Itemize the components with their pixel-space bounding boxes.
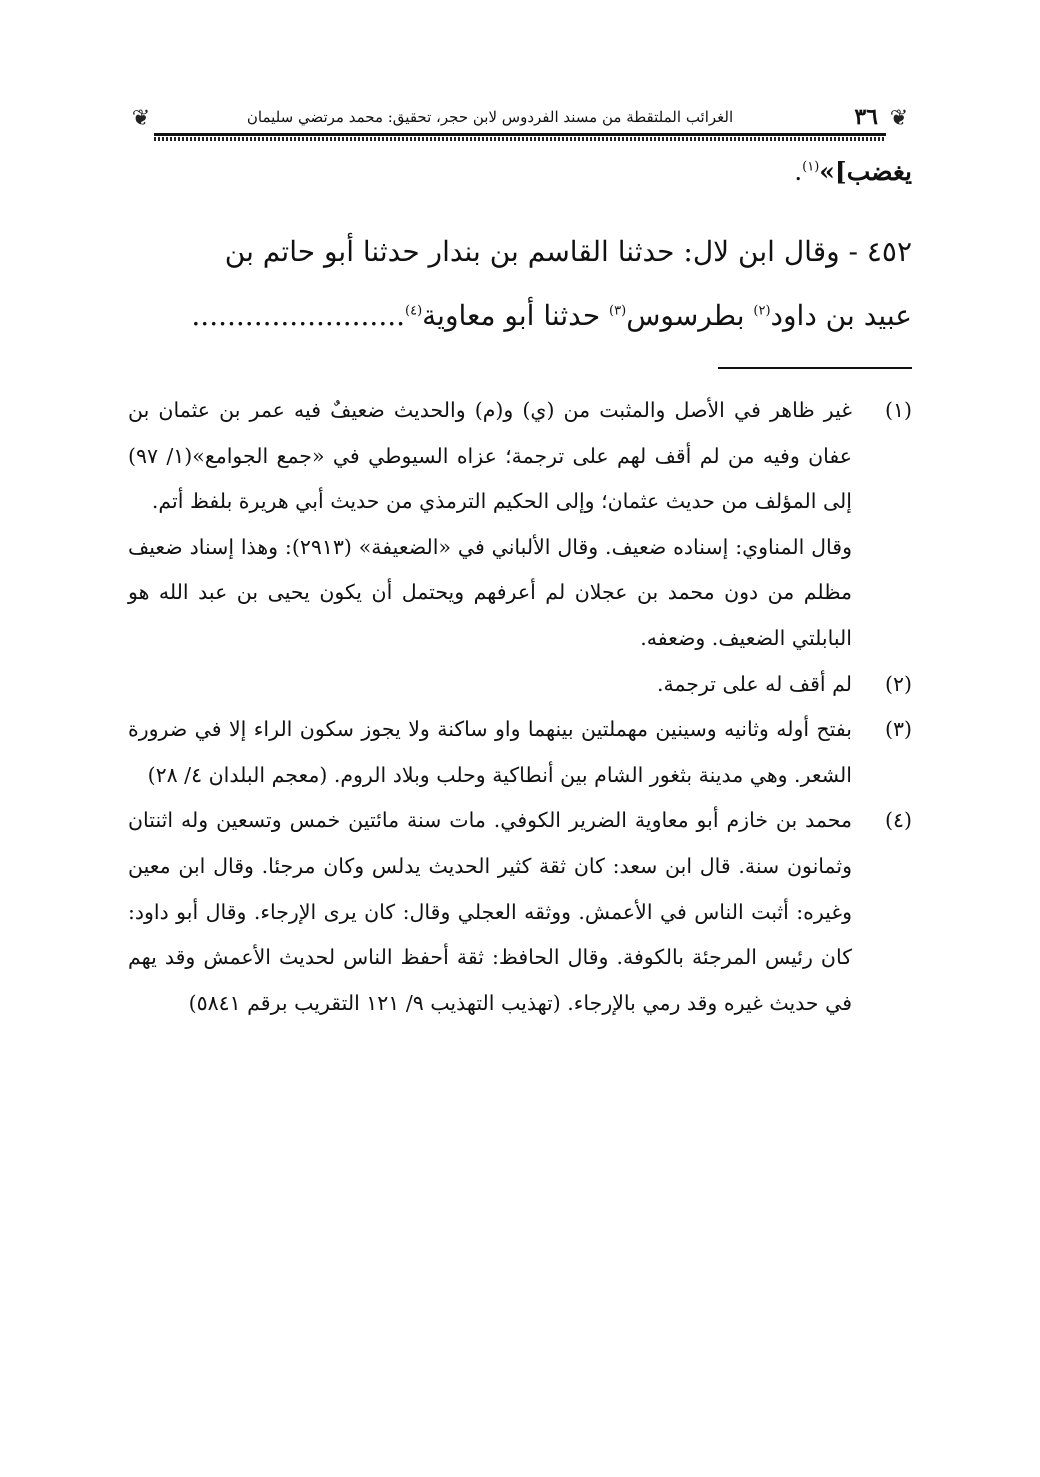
entry-line-1: ٤٥٢ - وقال ابن لال: حدثنا القاسم بن بندار حدثنا أبو حاتم بن [224,235,912,268]
continuation-end: . [794,157,803,186]
continuation-line [128,150,912,194]
footnote-number: (٤) [884,808,912,833]
footnote-ref-1: (١) [802,159,820,175]
footnote-ref-2: (٢) [753,303,771,319]
footnote-number: (٢) [884,671,912,696]
footnotes [128,388,912,1026]
footnote-paragraph: غير ظاهر في الأصل والمثبت من (ي) و(م) والحديث ضعيفٌ فيه عمر بن عثمان بن عفان وفيه من لم أقف لهم على ترجمة؛ عزاه السيوطي في «جمع الجوامع»(١/ ٩٧) إلى المؤلف من حديث عثمان؛ وإلى الحكيم الترمذي من حديث أبي هريرة بلفظ أتم. [128,398,852,514]
header-rule-pattern [154,137,886,141]
entry-narrator-2: حدثنا أبو معاوية [422,299,610,332]
footnote-ref-4: (٤) [405,303,423,319]
entry-line-2 [128,284,912,348]
main-text [128,150,912,348]
footnote-ref-3: (٣) [609,303,627,319]
footnote-paragraph: محمد بن خازم أبو معاوية الضرير الكوفي. مات سنة مائتين خمس وتسعين وله اثنتان وثمانون سنة. قال ابن سعد: كان ثقة كثير الحديث يدلس وكان مرجئا. وقال ابن معين وغيره: أثبت الناس في الأعمش. ووثقه العجلي وقال: كان يرى الإرجاء. وقال أبو داود: كان رئيس المرجئة بالكوفة. وقال الحافظ: ثقة أحفظ الناس لحديث الأعمش وقد يهم في حديث غيره وقد رمي بالإرجاء. (تهذيب التهذيب ٩/ ١٢١ التقريب برقم ٥٨٤١) [128,808,852,1015]
footnote-number: (٣) [884,717,912,742]
footnote-2 [128,662,912,708]
footnote-3 [128,707,912,798]
header-ornament-right-icon: ❦ [889,106,909,131]
footnote-paragraph: وقال المناوي: إسناده ضعيف. وقال الألباني في «الضعيفة» (٢٩١٣): وهذا إسناد ضعيف مظلم من دون محمد بن عجلان لم أعرفهم ويحتمل أن يكون يحيى بن عبد الله هو البابلتي الضعيف. وضعفه. [128,534,852,650]
footnote-1 [128,388,912,662]
entry-ellipsis: ........................ [191,299,406,332]
footnote-separator [718,367,912,369]
header-ornament-left-icon: ❦ [131,106,151,131]
footnote-paragraph: لم أقف له على ترجمة. [656,671,852,696]
entry-place: بطرسوس [626,299,754,332]
hadith-entry-452 [128,220,912,348]
running-title: الغرائب الملتقطة من مسند الفردوس لابن حجر، تحقيق: محمد مرتضي سليمان [246,108,734,126]
entry-narrator: عبيد بن داود [770,299,912,332]
running-header [128,100,912,144]
footnote-4 [128,798,912,1026]
header-rule [154,133,886,136]
footnote-paragraph: بفتح أوله وثانيه وسينين مهملتين بينهما واو ساكنة ولا يجوز سكون الراء إلا في ضرورة الشعر. وهي مدينة بثغور الشام بين أنطاكية وحلب وبلاد الروم. (معجم البلدان ٤/ ٢٨) [128,717,852,787]
page-number: ٣٦ [854,104,878,130]
continuation-text: يغضب]» [819,157,912,186]
footnote-number: (١) [884,398,912,422]
